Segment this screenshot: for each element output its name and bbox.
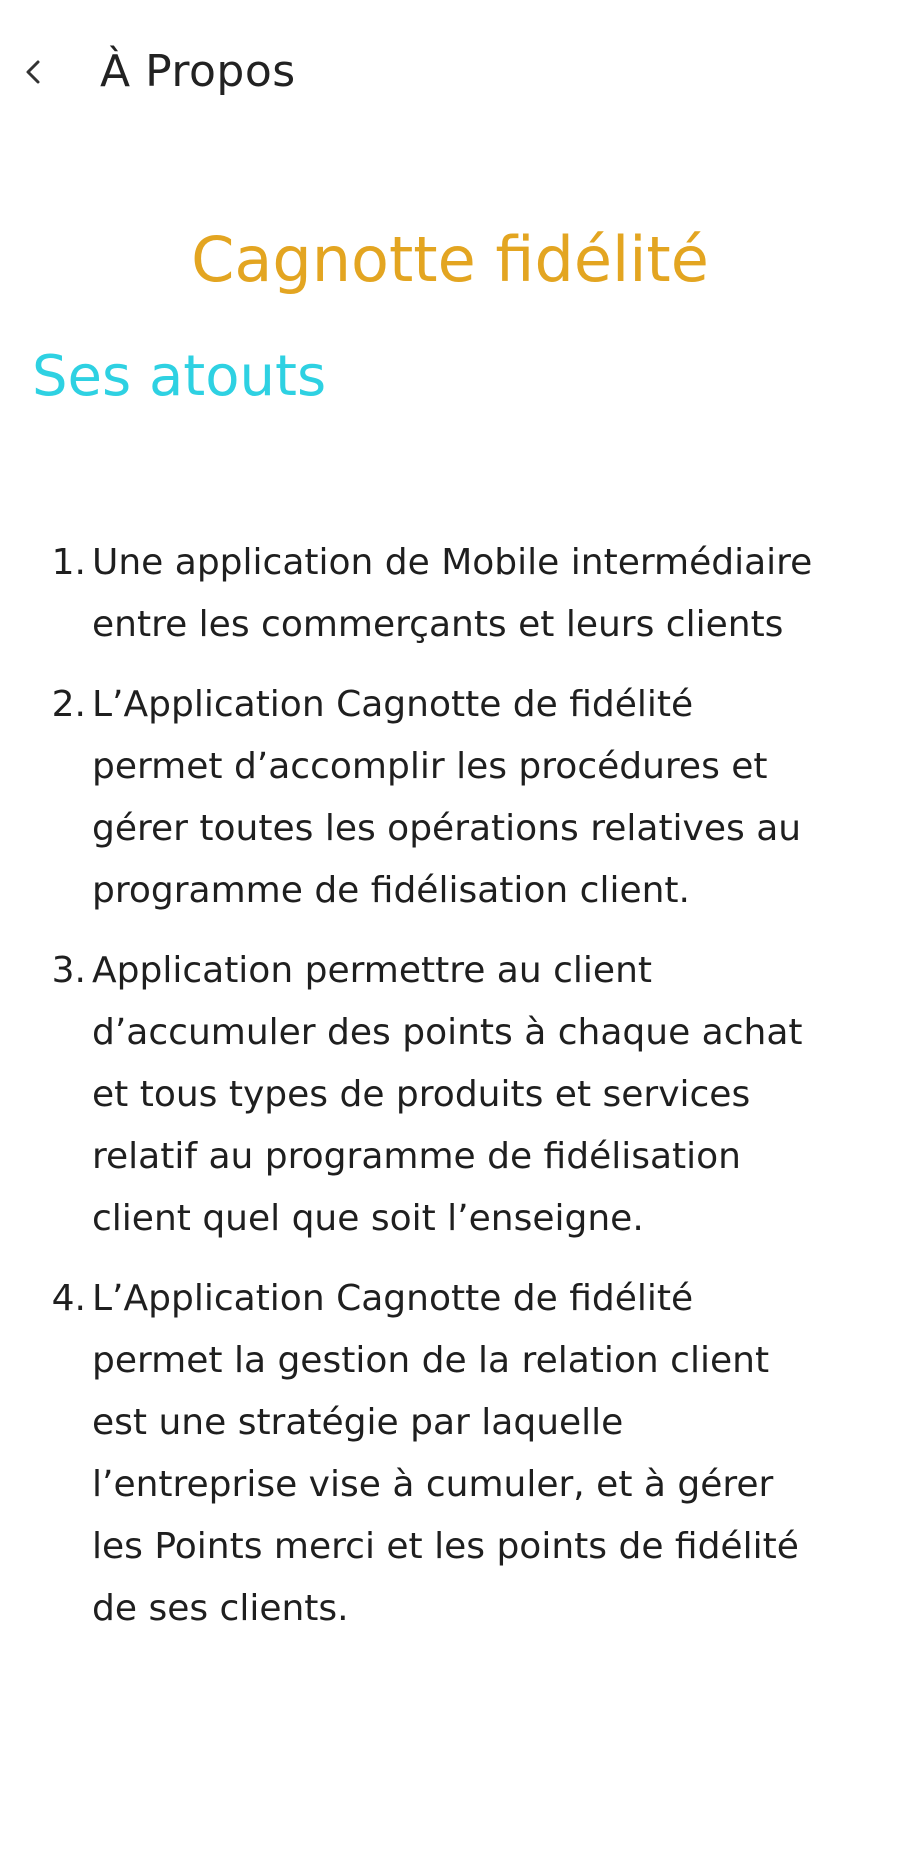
feature-list <box>0 532 900 1658</box>
list-item <box>0 532 900 656</box>
app-title: Cagnotte fidélité <box>191 223 709 296</box>
list-item-text: Une application de Mobile intermédiaire entre les commerçants et leurs clients <box>92 542 813 645</box>
list-item <box>0 674 900 922</box>
list-item-text: Application permettre au client d’accumuler des points à chaque achat et tous types de produits et services relatif au programme de fidélisation client quel que soit l’enseigne. <box>92 950 803 1239</box>
list-item-number: 3. <box>51 950 86 991</box>
chevron-left-icon <box>12 44 52 100</box>
list-item-number: 4. <box>51 1278 86 1319</box>
page-title: À Propos <box>100 46 296 97</box>
list-item <box>0 1268 900 1640</box>
list-item-number: 1. <box>51 542 86 583</box>
back-button[interactable] <box>12 44 52 100</box>
list-item <box>0 940 900 1250</box>
list-item-text: L’Application Cagnotte de fidélité permet d’accomplir les procédures et gérer toutes les opérations relatives au programme de fidélisation client. <box>92 684 802 911</box>
list-item-text: L’Application Cagnotte de fidélité permet la gestion de la relation client est une stratégie par laquelle l’entreprise vise à cumuler, et à gérer les Points merci et les points de fidélité de ses clients. <box>92 1278 799 1629</box>
app-header <box>0 0 900 150</box>
section-title: Ses atouts <box>32 344 327 409</box>
list-item-number: 2. <box>51 684 86 725</box>
